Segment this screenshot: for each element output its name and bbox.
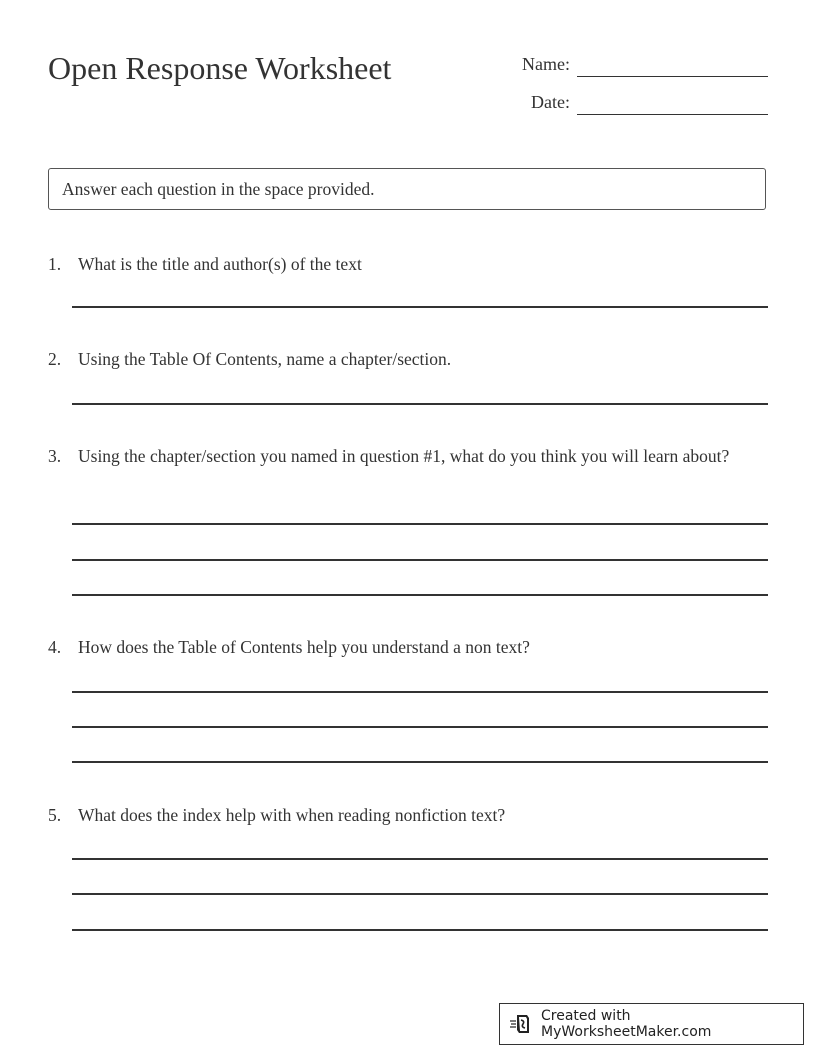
- answer-line[interactable]: [72, 306, 768, 308]
- question-number: 4.: [48, 637, 62, 657]
- question-number: 1.: [48, 254, 62, 274]
- question-text: Using the chapter/section you named in question #1, what do you think you will learn about?: [78, 446, 730, 466]
- instructions-text: Answer each question in the space provided.: [62, 179, 375, 199]
- question-text: Using the Table Of Contents, name a chapter/section.: [78, 349, 452, 369]
- answer-line[interactable]: [72, 929, 768, 931]
- question-number: 2.: [48, 349, 62, 369]
- question-number: 5.: [48, 805, 62, 825]
- question-number: 3.: [48, 446, 62, 466]
- name-line[interactable]: [577, 76, 768, 77]
- date-line[interactable]: [577, 114, 768, 115]
- question-text: What is the title and author(s) of the text: [78, 254, 362, 274]
- answer-line[interactable]: [72, 403, 768, 405]
- question-text: How does the Table of Contents help you understand a non text?: [78, 637, 530, 657]
- footer-credit-text: Created with MyWorksheetMaker.com: [541, 1008, 712, 1040]
- answer-line[interactable]: [72, 761, 768, 763]
- worksheet-maker-logo-icon: [509, 1012, 533, 1036]
- worksheet-title: Open Response Worksheet: [48, 50, 392, 86]
- answer-line[interactable]: [72, 726, 768, 728]
- answer-line[interactable]: [72, 523, 768, 525]
- answer-line[interactable]: [72, 893, 768, 895]
- footer-credit-badge[interactable]: [499, 1003, 804, 1045]
- question-text: What does the index help with when reading nonfiction text?: [78, 805, 506, 825]
- answer-line[interactable]: [72, 594, 768, 596]
- answer-line[interactable]: [72, 691, 768, 693]
- answer-line[interactable]: [72, 559, 768, 561]
- answer-line[interactable]: [72, 858, 768, 860]
- name-label: Name:: [522, 54, 570, 74]
- instructions-box: [48, 168, 766, 210]
- date-label: Date:: [531, 92, 570, 112]
